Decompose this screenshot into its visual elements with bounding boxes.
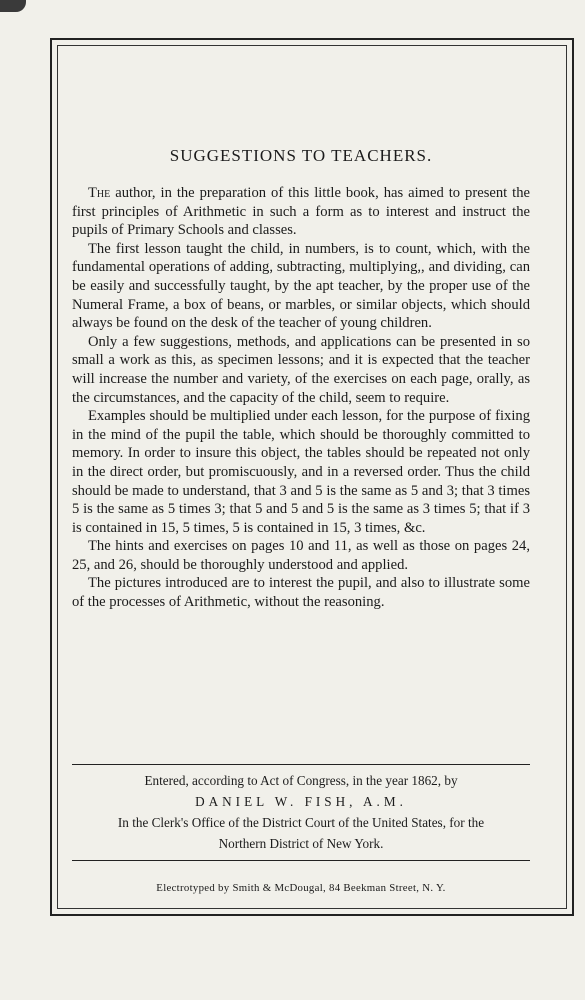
paragraph-1 bbox=[72, 184, 530, 240]
paragraph-1-lead: The bbox=[88, 185, 111, 201]
paragraph-5-text: The hints and exercises on pages 10 and 11, as well as those on pages 24, 25, and 26, should be thoroughly understood and applied. bbox=[72, 538, 530, 573]
paragraph-6-text: The pictures introduced are to interest the pupil, and also to illustrate some of the processes of Arithmetic, without the reasoning. bbox=[72, 575, 530, 611]
copyright-line-1: Entered, according to Act of Congress, in the year 1862, by bbox=[144, 773, 458, 788]
paragraph-4-text: Examples should be multiplied under each lesson, for the purpose of fixing in the mind of the pupil the table, which should be thoroughly committed to memory. In order to insure this object, the tables should be repeated not only in the direct order, but promiscuously, and in a reversed order. Thus the child should be made to understand, that 3 and 5 is the same as 5 and 3; that 3 times 5 is the same as 5 times 3; that 5 and 5 and 5 is the same as 3 times 5; that if 3 is contained in 15, 5 times, 5 is contained in 15, 3 times, &c. bbox=[72, 408, 530, 536]
copyright-line-3: In the Clerk's Office of the District Court of the United States, for the bbox=[117, 815, 485, 830]
paragraph-2-text: The first lesson taught the child, in numbers, is to count, which, with the fundamental operations of adding, subtracting, multiplying,, and dividing, can be easily and successfully taught, by the apt teacher, by the proper use of the Numeral Frame, a box of beans, or marbles, or similar objects, which should always be found on the desk of the teacher of young children. bbox=[72, 240, 530, 332]
paragraph-1-text: author, in the preparation of this little book, has aimed to present the first principles of Arithmetic in such a form as to interest and instruct the pupils of Primary Schools and classes. bbox=[72, 185, 530, 239]
main-content bbox=[72, 130, 530, 612]
copyright-line-4: Northern District of New York. bbox=[218, 836, 384, 851]
page-title: SUGGESTIONS TO TEACHERS. bbox=[169, 146, 433, 165]
scan-smudge bbox=[0, 0, 26, 12]
divider-bottom bbox=[72, 860, 530, 861]
paragraph-2 bbox=[72, 240, 530, 333]
paragraph-4 bbox=[72, 407, 530, 537]
paragraph-6 bbox=[72, 574, 530, 611]
paragraph-5 bbox=[72, 537, 530, 574]
copyright-author: DANIEL W. FISH, A.M. bbox=[195, 794, 407, 809]
paragraph-3 bbox=[72, 333, 530, 407]
copyright-block bbox=[72, 770, 530, 854]
printer-imprint: Electrotyped by Smith & McDougal, 84 Beekman Street, N. Y. bbox=[156, 882, 446, 894]
paragraph-3-text: Only a few suggestions, methods, and applications can be presented in so small a work as this, as specimen lessons; and it is expected that the teacher will increase the number and variety, of the exercises on each page, orally, as the circumstances, and the capacity of the child, seem to require. bbox=[72, 333, 530, 406]
divider-top bbox=[72, 764, 530, 765]
